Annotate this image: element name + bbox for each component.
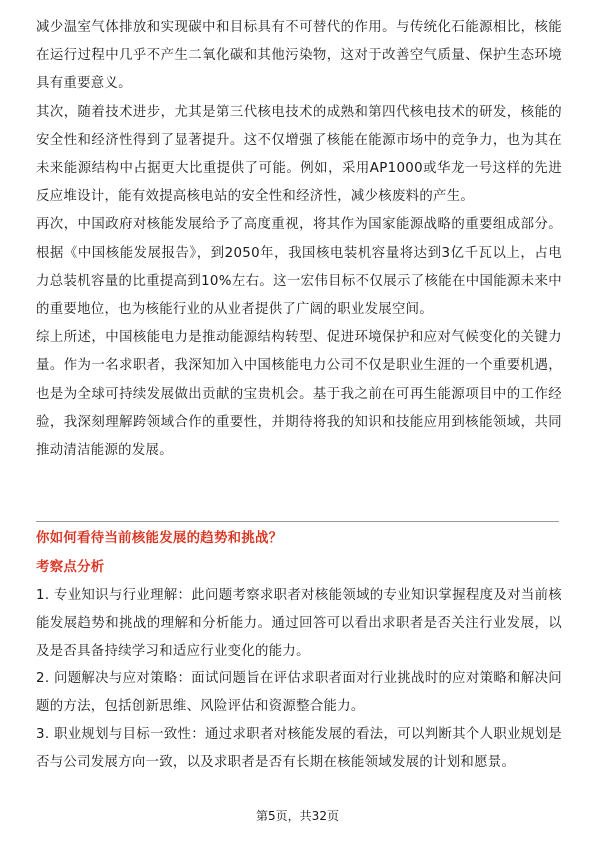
analysis-point: 2. 问题解决与应对策略：面试问题旨在评估求职者面对行业挑战时的应对策略和解决问题的方法，包括创新思维、风险评估和资源整合能力。 bbox=[36, 671, 562, 715]
analysis-heading: 考察点分析 bbox=[36, 560, 105, 575]
analysis-point: 1. 专业知识与行业理解：此问题考察求职者对核能领域的专业知识掌握程度及对当前核能发展趋势和挑战的理解和分析能力。通过回答可以看出求职者是否关注行业发展，以及是否具备持续学习和适应行业变化的能力。 bbox=[36, 588, 562, 659]
answer-body bbox=[36, 14, 562, 465]
paragraph-conclusion: 综上所述，中国核能电力是推动能源结构转型、促进环境保护和应对气候变化的关键力量。作为一名求职者，我深知加入中国核能电力公司不仅是职业生涯的一个重要机遇，也是为全球可持续发展做出贡献的宝贵机会。基于我之前在可再生能源项目中的工作经验，我深刻理解跨领域合作的重要性，并期待将我的知识和技能应用到核能领域，共同推动清洁能源的发展。 bbox=[36, 330, 562, 459]
paragraph-government-policy: 再次，中国政府对核能发展给予了高度重视，将其作为国家能源战略的重要组成部分。根据《中国核能发展报告》，到2050年，我国核电装机容量将达到3亿千瓦以上，占电力总装机容量的比重提高到10%左右。这一宏伟目标不仅展示了核能在中国能源未来中的重要地位，也为核能行业的从业者提供了广阔的职业发展空间。 bbox=[36, 217, 562, 318]
analysis-list bbox=[36, 582, 562, 777]
section-divider bbox=[36, 521, 559, 522]
paragraph-carbon-neutrality: 减少温室气体排放和实现碳中和目标具有不可替代的作用。与传统化石能源相比，核能在运行过程中几乎不产生二氧化碳和其他污染物，这对于改善空气质量、保护生态环境具有重要意义。 bbox=[36, 20, 562, 92]
interview-question: 你如何看待当前核能发展的趋势和挑战？ bbox=[36, 531, 283, 546]
analysis-point: 3. 职业规划与目标一致性：通过求职者对核能发展的看法，可以判断其个人职业规划是否与公司发展方向一致，以及求职者是否有长期在核能领域发展的计划和愿景。 bbox=[36, 726, 562, 770]
page-number: 第5页，共32页 bbox=[256, 809, 339, 823]
paragraph-technology-progress: 其次，随着技术进步，尤其是第三代核电技术的成熟和第四代核电技术的研发，核能的安全性和经济性得到了显著提升。这不仅增强了核能在能源市场中的竞争力，也为其在未来能源结构中占据更大比重提供了可能。例如，采用AP1000或华龙一号这样的先进反应堆设计，能有效提高核电站的安全性和经济性，减少核废料的产生。 bbox=[36, 104, 562, 205]
